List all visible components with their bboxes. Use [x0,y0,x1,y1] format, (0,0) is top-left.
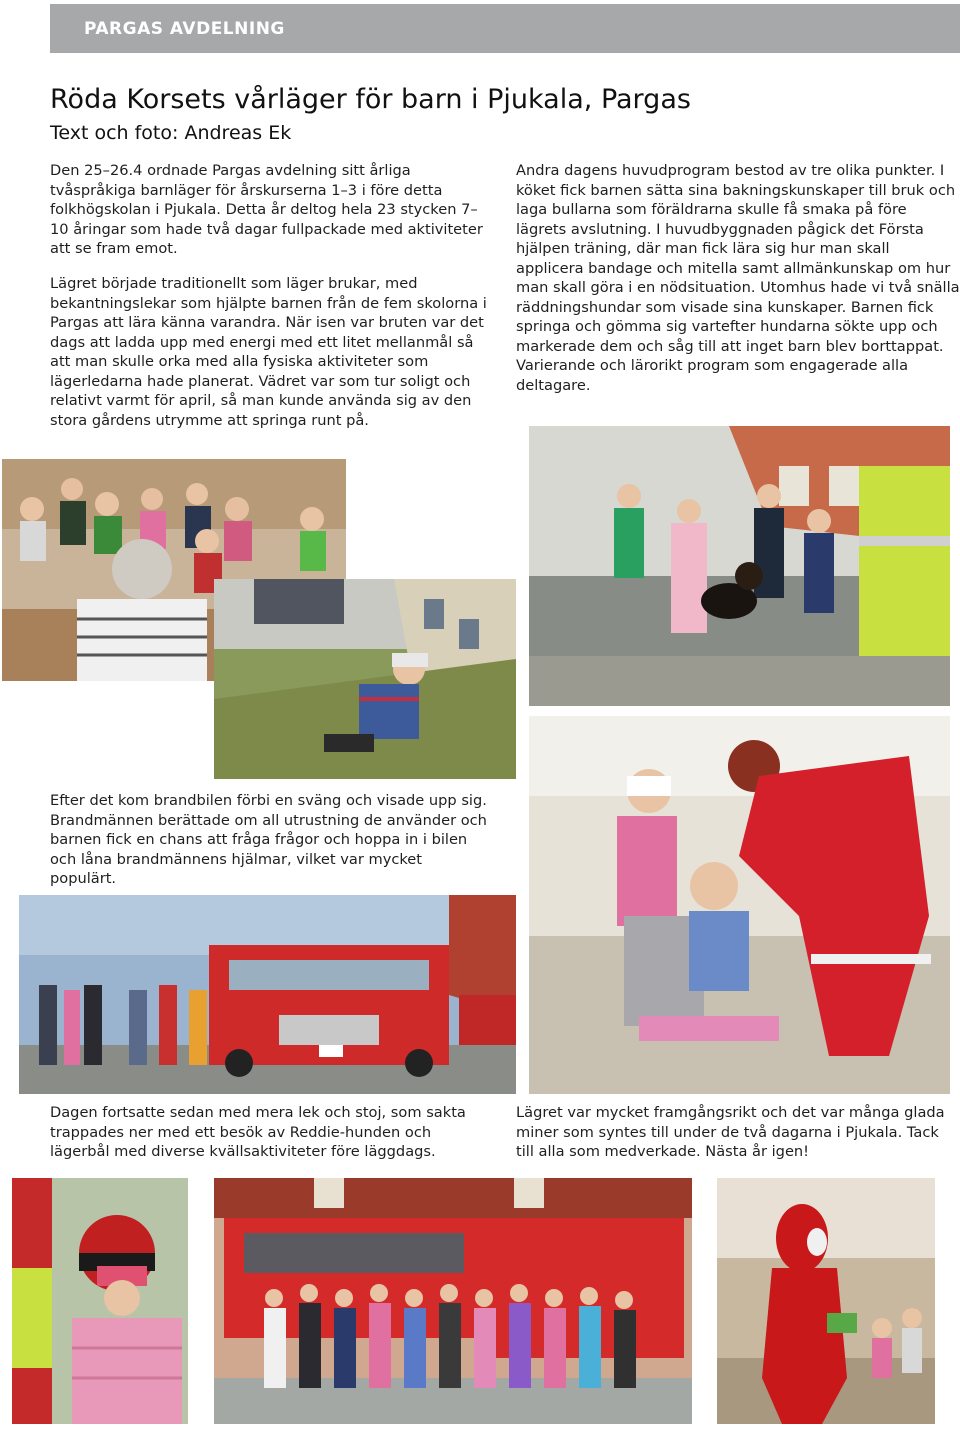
paragraph-reddie-visit: Dagen fortsatte sedan med mera lek och stoj, som sakta trappades ner med ett besök av Reddie-hunden och lägerbål med diverse kvällsaktiviteter före läggdags. [50,1104,466,1160]
photo-first-aid [529,716,950,1094]
photo-reddie-mascot [717,1178,935,1424]
paragraph-intro: Den 25–26.4 ordnade Pargas avdelning sitt årliga tvåspråkiga barnläger för årskurserna 1–3 i före detta folkhögskolan i Pjukala. Detta år deltog hela 23 stycken 7–10 åringar som hade två dagar fullpackade med aktiviteter att se fram emot. [50,162,483,257]
article-byline: Text och foto: Andreas Ek [50,122,292,144]
photo-boy-running [214,579,516,779]
paragraph-camp-start: Lägret började traditionellt som läger brukar, med bekantningslekar som hjälpte barnen från de fem skolorna i Pargas att lära känna varandra. När isen var bruten var det dags att ladda upp med energi med ett litet mellanmål så att man skulle orka med alla fysiska aktiviteter som lägerledarna hade planerat. Vädret var som tur soligt och relativt varmt för april, så man kunde använda sig av den stora gårdens utrymme att springa runt på. [50,275,487,429]
paragraph-fire-truck: Efter det kom brandbilen förbi en sväng och visade upp sig. Brandmännen berättade om all utrustning de använder och barnen fick en chans att fråga frågor och hoppa in i bilen och låna brandmännens hjälmar, vilket var mycket populärt. [50,792,487,887]
photo-fire-truck [19,895,516,1094]
paragraph-second-day: Andra dagens huvudprogram bestod av tre olika punkter. I köket fick barnen sätta sina bakningskunskaper till bruk och laga bullarna som föräldrarna skulle få smaka på före lägrets avslutning. I huvudbyggnaden pågick det Första hjälpen träning, där man fick lära sig hur man skall applicera bandage och mitella samt allmänkunskap om hur man skall göra i en nödsituation. Utomhus hade vi två snälla räddningshundar som visade sina kunskaper. Barnen fick springa och gömma sig vartefter hundarna sökte upp och markerade dem och såg till att inget barn blev borttappat. Varierande och lärorikt program som engagerade alla deltagare. [516,162,960,394]
section-label: PARGAS AVDELNING [84,19,285,39]
photo-group-fire-truck [214,1178,692,1424]
photo-rescue-dog [529,426,950,706]
paragraph-conclusion: Lägret var mycket framgångsrikt och det var många glada miner som syntes till under de två dagarna i Pjukala. Tack till alla som medverkade. Nästa år igen! [516,1104,945,1160]
photo-girl-fire-helmet [12,1178,188,1424]
section-header-bar [50,4,960,53]
article-title: Röda Korsets vårläger för barn i Pjukala, Pargas [50,84,691,115]
